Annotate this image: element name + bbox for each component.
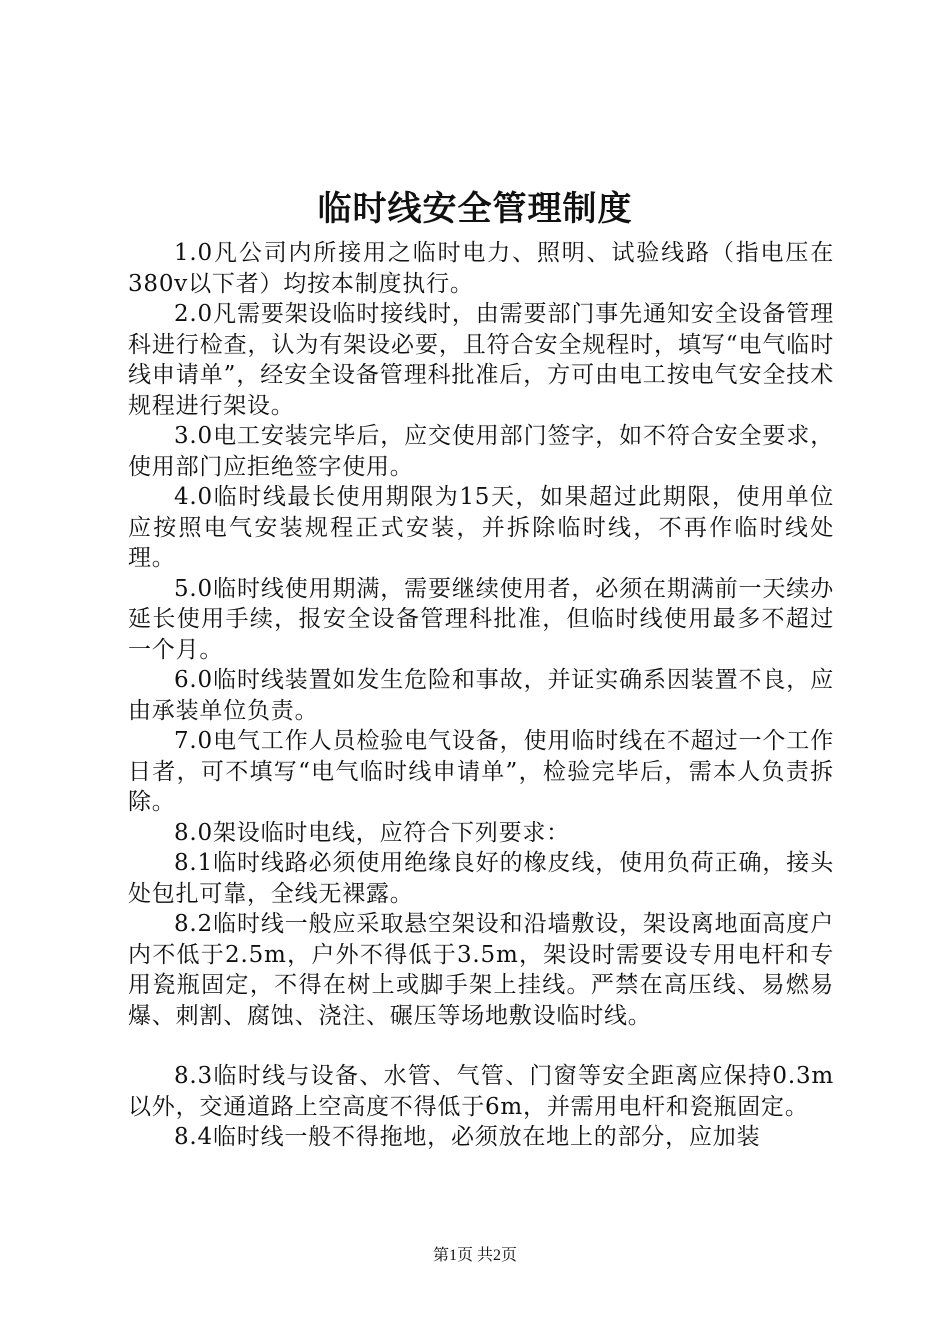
document-title: 临时线安全管理制度 <box>317 189 633 229</box>
page-number-footer: 第1页 共2页 <box>432 1247 517 1264</box>
paragraph-8-2: 8.2临时线一般应采取悬空架设和沿墙敷设，架设离地面高度户内不低于2.5m，户外不得低于3.5m，架设时需要设专用电杆和专用瓷瓶固定，不得在树上或脚手架上挂线。严禁在高压线、易燃易爆、刺割、腐蚀、浇注、碾压等场地敷设临时线。 <box>128 911 834 1029</box>
paragraph-5-0: 5.0临时线使用期满，需要继续使用者，必须在期满前一天续办延长使用手续，报安全设备管理科批准，但临时线使用最多不超过一个月。 <box>128 575 834 663</box>
paragraph-4-0: 4.0临时线最长使用期限为15天，如果超过此期限，使用单位应按照电气安装规程正式安装，并拆除临时线，不再作临时线处理。 <box>128 484 834 571</box>
paragraph-7-0: 7.0电气工作人员检验电气设备，使用临时线在不超过一个工作日者，可不填写“电气临时线申请单”，检验完毕后，需本人负责拆除。 <box>128 728 834 815</box>
paragraph-8-0: 8.0架设临时电线，应符合下列要求： <box>174 819 570 846</box>
paragraph-8-1: 8.1临时线路必须使用绝缘良好的橡皮线，使用负荷正确，接头处包扎可靠，全线无裸露。 <box>128 850 834 907</box>
paragraph-1-0: 1.0凡公司内所接用之临时电力、照明、试验线路（指电压在380v以下者）均按本制度执行。 <box>128 240 834 297</box>
paragraph-6-0: 6.0临时线装置如发生危险和事故，并证实确系因装置不良，应由承装单位负责。 <box>128 667 834 724</box>
document-body <box>128 238 834 1153</box>
paragraph-2-0: 2.0凡需要架设临时接线时，由需要部门事先通知安全设备管理科进行检查，认为有架设必要，且符合安全规程时，填写“电气临时线申请单”，经安全设备管理科批准后，方可由电工按电气安全技术规程进行架设。 <box>128 301 834 419</box>
paragraph-8-4: 8.4临时线一般不得拖地，必须放在地上的部分，应加装 <box>174 1124 761 1150</box>
paragraph-3-0: 3.0电工安装完毕后，应交使用部门签字，如不符合安全要求，使用部门应拒绝签字使用。 <box>128 423 834 480</box>
paragraph-8-3: 8.3临时线与设备、水管、气管、门窗等安全距离应保持0.3m以外，交通道路上空高度不得低于6m，并需用电杆和瓷瓶固定。 <box>128 1063 834 1120</box>
